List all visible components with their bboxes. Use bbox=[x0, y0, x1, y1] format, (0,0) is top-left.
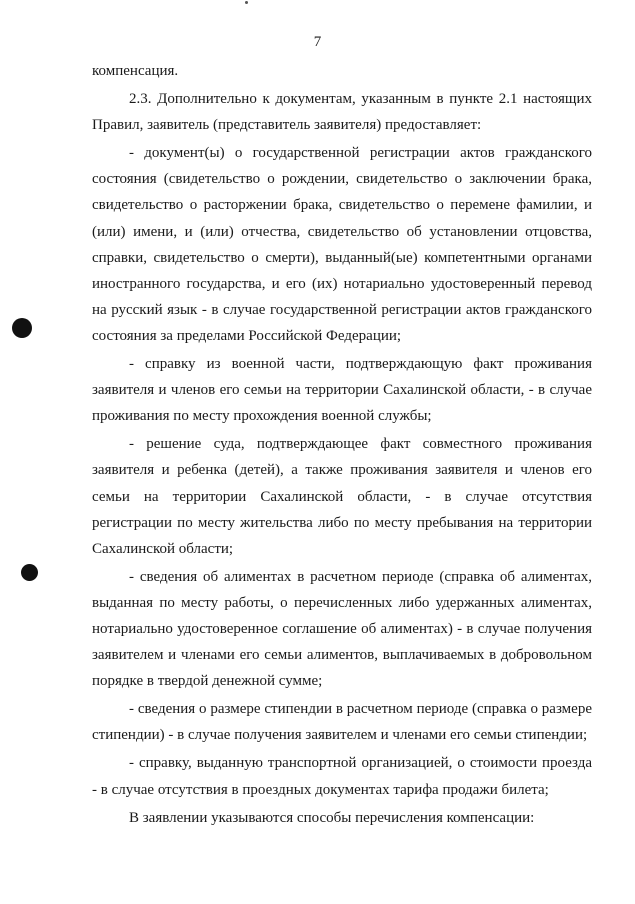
paragraph-compensation-methods: В заявлении указываются способы перечисления компенсации: bbox=[129, 809, 535, 826]
list-item-transport-certificate: - справку, выданную транспортной организацией, о стоимости проезда - в случае отсутствия в проездных документах тарифа продажи билета; bbox=[92, 755, 592, 798]
punch-hole-top bbox=[12, 318, 32, 338]
list-item-military-unit-certificate: - справку из военной части, подтверждающую факт проживания заявителя и членов его семьи на территории Сахалинской области, - в случае проживания по месту прохождения военной службы; bbox=[92, 356, 592, 425]
list-item-court-decision: - решение суда, подтверждающее факт совместного проживания заявителя и ребенка (детей), а также проживания заявителя и членов его семьи на территории Сахалинской области, - в случае отсутствия регистрации по месту жительства либо по месту пребывания на территории Сахалинской области; bbox=[92, 436, 592, 557]
list-item-alimony-information: - сведения об алиментах в расчетном периоде (справка об алиментах, выданная по месту работы, о перечисленных либо удержанных алиментах, нотариально удостоверенное соглашение об алиментах) - в случае получения заявителем и членами его семьи алиментов, выплачиваемых в добровольном порядке в твердой денежной сумме; bbox=[92, 568, 592, 690]
list-item-civil-status-documents: - документ(ы) о государственной регистрации актов гражданского состояния (свидетельство о рождении, свидетельство о заключении брака, свидетельство о расторжении брака, свидетельство о перемене фамилии, и (или) имени, и (или) отчества, свидетельство об установлении отцовства, справки, свидетельство о смерти), выданный(ые) компетентными органами иностранного государства, и его (их) нотариально удостоверенный перевод на русский язык - в случае государственной регистрации актов гражданского состояния за пределами Российской Федерации; bbox=[92, 145, 592, 344]
document-body bbox=[92, 58, 592, 831]
paragraph-continuation: компенсация. bbox=[92, 63, 179, 79]
punch-hole-bottom bbox=[21, 564, 38, 581]
scan-speck bbox=[245, 1, 248, 4]
paragraph-2-3: 2.3. Дополнительно к документам, указанным в пункте 2.1 настоящих Правил, заявитель (представитель заявителя) предоставляет: bbox=[92, 91, 592, 134]
list-item-scholarship-information: - сведения о размере стипендии в расчетном периоде (справка о размере стипендии) - в случае получения заявителем и членами его семьи стипендии; bbox=[92, 701, 592, 744]
page-number: 7 bbox=[313, 34, 322, 50]
